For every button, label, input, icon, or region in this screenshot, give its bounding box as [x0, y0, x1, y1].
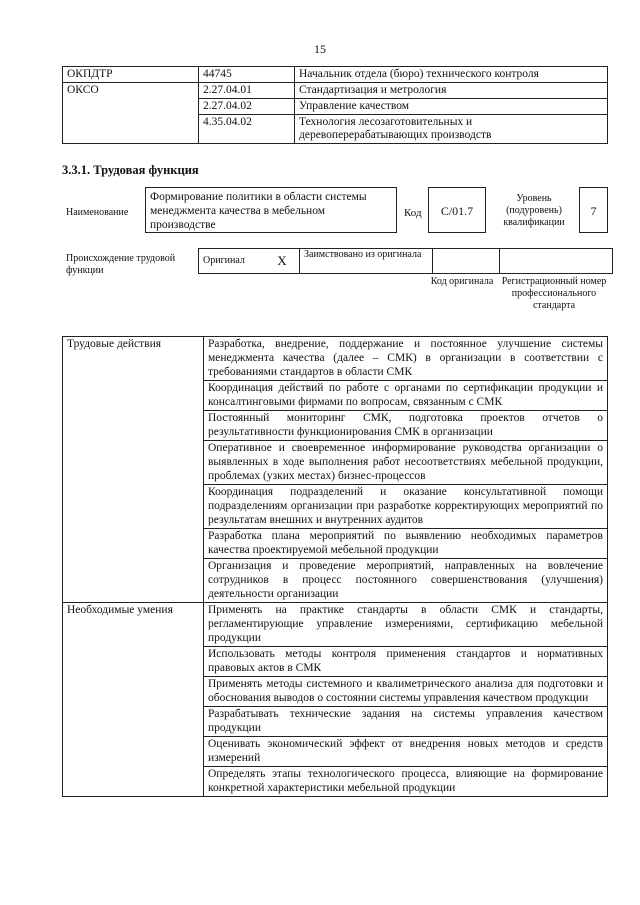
code-label: Код	[404, 207, 422, 219]
classifier-title: Начальник отдела (бюро) технического контроля	[295, 67, 608, 83]
classifier-code: 44745	[199, 67, 295, 83]
original-label: Оригинал	[199, 249, 266, 274]
origin-table	[198, 248, 613, 274]
classifier-code: 4.35.04.02	[199, 115, 295, 144]
skill-item: Оценивать экономический эффект от внедрения новых методов и средств измерений	[204, 737, 608, 767]
classification-codes-table	[62, 66, 608, 144]
skill-item: Использовать методы контроля применения стандартов и нормативных правовых актов в СМК	[204, 647, 608, 677]
skill-item: Разрабатывать технические задания на системы управления качеством продукции	[204, 707, 608, 737]
code-original-label: Код оригинала	[430, 276, 494, 287]
codes-row	[63, 67, 608, 83]
reg-number-cell	[500, 249, 613, 274]
labor-action-header: Трудовые действия	[63, 337, 204, 603]
function-name-box: Формирование политики в области системы менеджмента качества в мебельном производстве	[145, 187, 397, 233]
skill-item: Применять на практике стандарты в области СМК и стандарты, регламентирующие управление измерениями, сертификацию мебельной продукции	[204, 603, 608, 647]
classifier-code: 2.27.04.02	[199, 99, 295, 115]
labor-action-item: Координация подразделений и оказание консультативной помощи подразделениям организации при разработке корректирующих мероприятий по результатам внешних и внутренних аудитов	[204, 485, 608, 529]
classifier-title: Управление качеством	[295, 99, 608, 115]
code-original-cell	[433, 249, 500, 274]
labor-action-item: Оперативное и своевременное информирование руководства организации о выявленных в ходе выполнения работ несоответствиях мебельной продукции, проблемах (узких местах) бизнес-процессов	[204, 441, 608, 485]
labor-function-table	[62, 336, 608, 797]
classifier-title: Стандартизация и метрология	[295, 83, 608, 99]
classifier-code: 2.27.04.01	[199, 83, 295, 99]
classifier-title: Технология лесозаготовительных и деревоперерабатывающих производств	[295, 115, 608, 144]
labor-action-item: Координация действий по работе с органами по сертификации продукции и консалтинговыми фирмами по вопросам, связанным с СМК	[204, 381, 608, 411]
section-title: 3.3.1. Трудовая функция	[62, 163, 199, 177]
labor-action-item: Постоянный мониторинг СМК, подготовка проектов отчетов о результативности функционирования СМК в организации	[204, 411, 608, 441]
skill-item: Применять методы системного и квалиметрического анализа для подготовки и обоснования выводов о состоянии системы управления качеством продукции	[204, 677, 608, 707]
qualification-level-box: 7	[579, 187, 608, 233]
name-label: Наименование	[66, 207, 129, 218]
classifier-name: ОКПДТР	[63, 67, 199, 83]
labor-action-item: Разработка, внедрение, поддержание и постоянное улучшение системы менеджмента качества (далее – СМК) в организации в соответствии с требованиями стандартов в области СМК	[204, 337, 608, 381]
codes-row	[63, 83, 608, 99]
origin-label: Происхождение трудовой функции	[66, 253, 176, 276]
page-number: 15	[314, 42, 326, 56]
labor-action-row	[63, 337, 608, 381]
classifier-name: ОКСО	[63, 83, 199, 144]
reg-number-label: Регистрационный номер профессионального стандарта	[501, 276, 607, 311]
labor-action-item: Разработка плана мероприятий по выявлению необходимых параметров качества проектируемой мебельной продукции	[204, 529, 608, 559]
skill-row	[63, 603, 608, 647]
skill-header: Необходимые умения	[63, 603, 204, 797]
original-mark: X	[265, 249, 300, 274]
borrowed-label: Заимствовано из оригинала	[300, 249, 433, 274]
labor-action-item: Организация и проведение мероприятий, направленных на вовлечение сотрудников в процесс постоянного совершенствования (улучшения) деятельности организации	[204, 559, 608, 603]
skill-item: Определять этапы технологического процесса, влияющие на формирование конкретной характеристики мебельной продукции	[204, 767, 608, 797]
function-code-box: C/01.7	[428, 187, 486, 233]
qualification-level-label: Уровень (подуровень) квалификации	[503, 193, 565, 228]
